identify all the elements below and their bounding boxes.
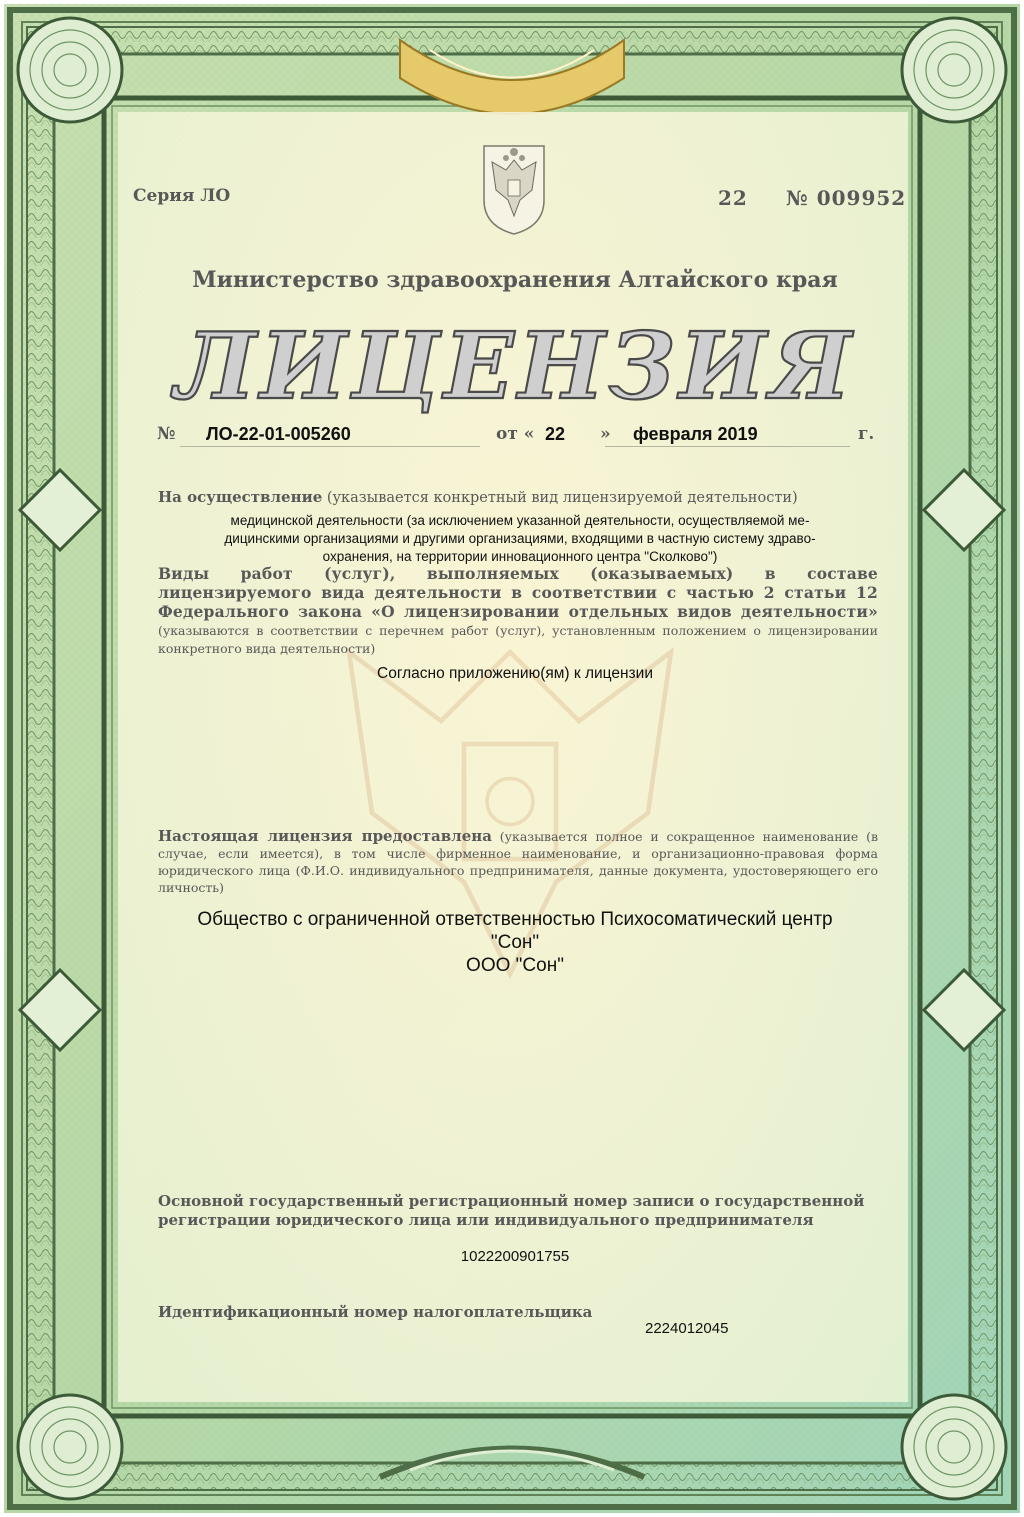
date-quote-close: » [600,424,611,444]
ogrn-label: Основной государственный регистрационный номер записи о государственной регистрации юридического лица или индивидуального предпринимателя [158,1192,865,1229]
activity-line-1: медицинской деятельности (за исключением указанной деятельности, осуществляемой ме- [230,513,810,528]
organization-short-name: ООО "Сон" [466,955,564,976]
license-date-day: 22 [545,424,566,444]
license-number-underline [180,446,480,447]
activity-intro [158,488,878,506]
organization-full-name-cont: "Сон" [490,932,540,953]
year-suffix: г. [858,424,875,444]
ogrn-value: 1022200901755 [460,1248,570,1265]
series-number: № 009952 [786,186,907,210]
activity-line-3: охранения, на территории инновационного центра "Сколково") [322,549,718,564]
organization-full-name: Общество с ограниченной ответственностью Психосоматический центр [197,909,833,930]
works-paragraph [158,565,878,658]
inn-value: 2224012045 [645,1320,729,1337]
activity-intro-note: (указывается конкретный вид лицензируемой деятельности) [326,490,798,506]
granted-lead: Настоящая лицензия предоставлена [158,827,492,845]
granted-note: (указывается полное и сокращенное наименование (в случае, если имеется), в том числе фирменное наименование, и организационно-правовая форма юридического лица (Ф.И.О. индивидуального предпринимателя, данные документа, удостоверяющего его личность) [158,829,879,895]
series-label: Серия ЛО [133,186,231,206]
document-title-text: ЛИЦЕНЗИЯ [174,318,856,418]
works-lead: Виды работ (услуг), выполняемых (оказываемых) в составе лицензируемого вида деятельности в соответствии с частью 2 статьи 12 Федерального закона «О лицензировании отдельных видов деятельности» [158,564,878,621]
works-value: Согласно приложению(ям) к лицензии [377,665,653,682]
organization-name [120,908,910,977]
issuing-authority: Министерство здравоохранения Алтайского края [192,267,838,293]
activity-description [160,512,880,566]
activity-line-2: дицинскими организациями и другими организациями, входящими в частную систему здраво- [224,531,816,546]
series-code: 22 [718,186,748,210]
license-date-month-year: февраля 2019 [633,424,758,444]
coat-of-arms-emblem [478,140,550,238]
granted-paragraph [158,828,878,896]
license-number-sign: № [157,424,176,444]
inn-label: Идентификационный номер налогоплательщика [158,1303,593,1321]
date-from-label: от « [496,424,535,444]
activity-intro-lead: На осуществление [158,488,323,506]
license-date-underline [605,446,850,447]
document-title [120,318,910,418]
works-note: (указываются в соответствии с перечнем работ (услуг), установленным положением о лицензировании конкретного вида деятельности) [158,623,878,656]
license-number: ЛО-22-01-005260 [206,424,351,444]
